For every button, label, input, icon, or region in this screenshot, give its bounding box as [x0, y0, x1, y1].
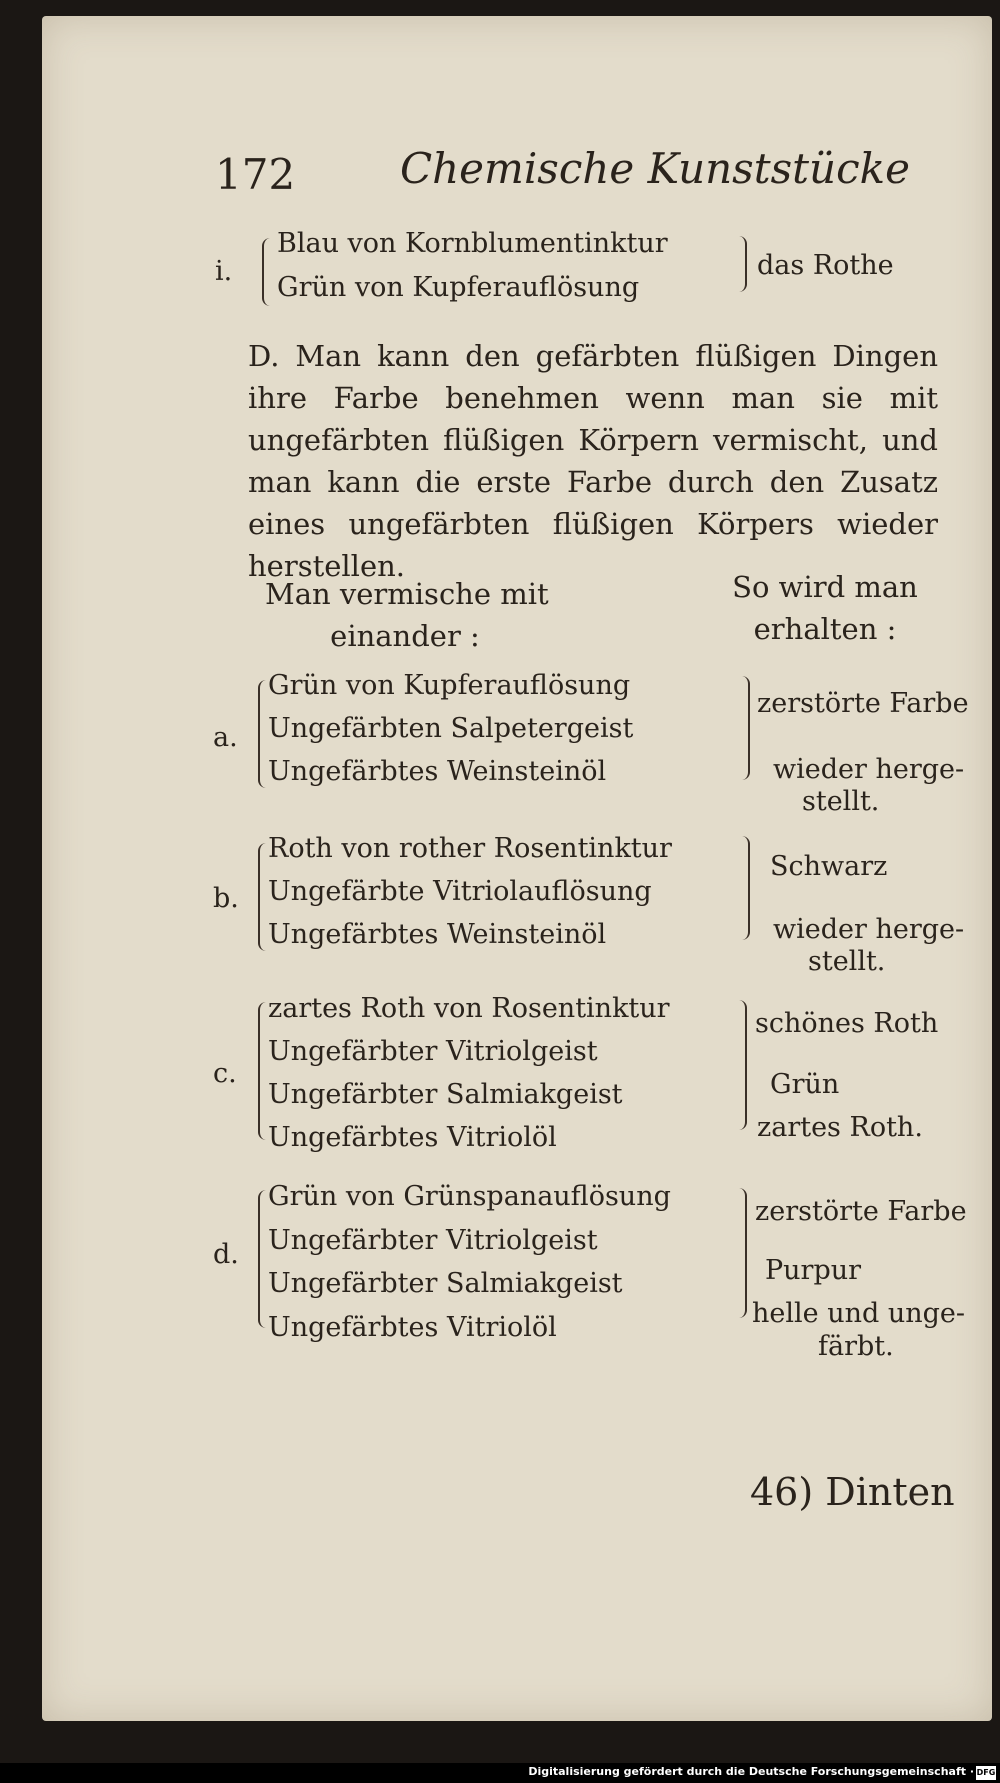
catchword: 46) Dinten — [750, 1470, 955, 1514]
group-d-line: Ungefärbter Vitriolgeist — [268, 1225, 598, 1256]
group-d-result: zerstörte Farbe — [755, 1196, 967, 1227]
right-brace — [735, 1000, 747, 1130]
section-i-result: das Rothe — [757, 250, 894, 281]
right-column-heading-line: So wird man — [732, 570, 918, 604]
group-b-result: stellt. — [808, 946, 886, 977]
group-d-result: färbt. — [818, 1331, 894, 1362]
group-b-result: Schwarz — [770, 851, 888, 882]
right-brace — [738, 676, 750, 780]
page-number: 172 — [215, 150, 296, 199]
right-brace — [735, 1188, 747, 1318]
digitization-credit: Digitalisierung gefördert durch die Deutsche Forschungsgemeinschaft · — [528, 1765, 974, 1778]
group-c-line: Ungefärbtes Vitriolöl — [268, 1122, 557, 1153]
group-d-line: Grün von Grünspanauflösung — [268, 1181, 671, 1212]
group-d-line: Ungefärbtes Vitriolöl — [268, 1312, 557, 1343]
group-a-line: Ungefärbten Salpetergeist — [268, 713, 634, 744]
right-column-heading-line: erhalten : — [753, 612, 897, 646]
section-i-line: Grün von Kupferauflösung — [277, 272, 640, 303]
running-title: Chemische Kunststücke — [400, 144, 910, 193]
group-a-line: Grün von Kupferauflösung — [268, 670, 631, 701]
group-b-line: Roth von rother Rosentinktur — [268, 833, 672, 864]
group-c-result: zartes Roth. — [757, 1112, 923, 1143]
group-c-label: c. — [213, 1058, 237, 1089]
group-c-line: Ungefärbter Salmiakgeist — [268, 1079, 623, 1110]
group-d-line: Ungefärbter Salmiakgeist — [268, 1268, 623, 1299]
group-d-label: d. — [213, 1239, 239, 1270]
section-i-line: Blau von Kornblumentinktur — [277, 228, 668, 259]
group-c-line: Ungefärbter Vitriolgeist — [268, 1036, 598, 1067]
left-column-heading-line: Man vermische mit — [265, 577, 549, 611]
group-a-line: Ungefärbtes Weinsteinöl — [268, 756, 607, 787]
right-brace — [735, 236, 747, 292]
section-i-label: i. — [215, 256, 233, 287]
group-b-label: b. — [213, 883, 239, 914]
right-brace — [738, 836, 750, 940]
group-b-line: Ungefärbtes Weinsteinöl — [268, 919, 607, 950]
group-c-line: zartes Roth von Rosentinktur — [268, 993, 670, 1024]
right-column-heading — [720, 566, 930, 650]
dfg-logo: DFG — [976, 1766, 996, 1780]
group-b-line: Ungefärbte Vitriolauflösung — [268, 876, 652, 907]
group-b-result: wieder herge- — [773, 914, 965, 945]
group-a-result: wieder herge- — [773, 754, 965, 785]
group-a-result: stellt. — [802, 786, 880, 817]
left-column-heading — [265, 573, 549, 657]
group-a-result: zerstörte Farbe — [757, 688, 969, 719]
left-brace — [262, 238, 274, 306]
group-d-result: Purpur — [765, 1255, 862, 1286]
group-d-result: helle und unge- — [752, 1298, 966, 1329]
group-c-result: Grün — [770, 1069, 840, 1100]
paragraph-d: D. Man kann den gefärbten flüßigen Dingen ihre Farbe benehmen wenn man sie mit ungefärbten flüßigen Körpern vermischt, und man kann die erste Farbe durch den Zusatz eines ungefärbten flüßigen Körpers wieder herstellen. — [248, 339, 938, 583]
group-a-label: a. — [213, 722, 238, 753]
left-column-heading-line: einander : — [330, 619, 480, 653]
group-c-result: schönes Roth — [755, 1008, 939, 1039]
